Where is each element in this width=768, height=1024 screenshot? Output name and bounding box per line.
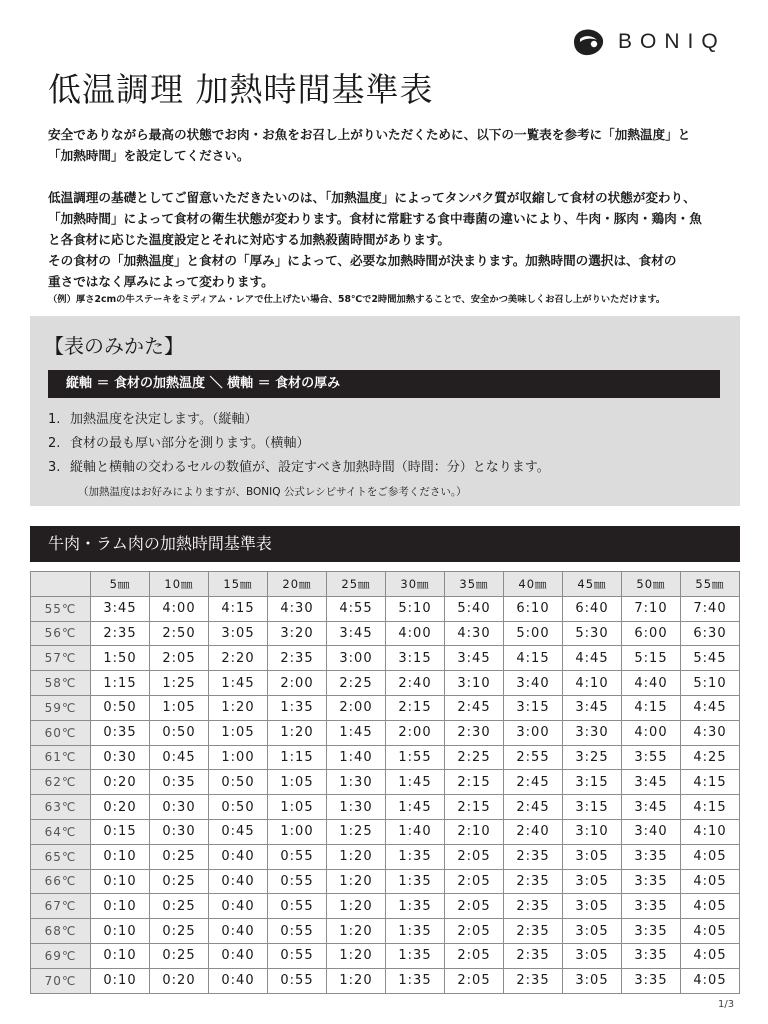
step-item: 2. 食材の最も厚い部分を測ります。（横軸） — [48, 436, 310, 451]
time-cell: 0:50 — [91, 695, 150, 720]
time-cell: 3:35 — [622, 894, 681, 919]
time-cell: 0:30 — [91, 745, 150, 770]
time-cell: 0:25 — [150, 869, 209, 894]
time-cell: 3:45 — [622, 770, 681, 795]
time-cell: 5:15 — [622, 646, 681, 671]
time-cell: 3:15 — [386, 646, 445, 671]
time-cell: 2:45 — [504, 795, 563, 820]
time-cell: 2:35 — [504, 943, 563, 968]
time-cell: 2:15 — [386, 695, 445, 720]
time-cell: 0:30 — [150, 795, 209, 820]
row-header-temperature: 55℃ — [31, 596, 91, 621]
row-header-temperature: 64℃ — [31, 819, 91, 844]
time-cell: 0:15 — [91, 819, 150, 844]
table-section-title: 牛肉・ラム肉の加熱時間基準表 — [30, 526, 740, 562]
time-cell: 0:40 — [209, 919, 268, 944]
row-header-temperature: 65℃ — [31, 844, 91, 869]
table-row — [31, 695, 740, 720]
row-header-temperature: 60℃ — [31, 720, 91, 745]
time-cell: 3:30 — [563, 720, 622, 745]
time-cell: 0:40 — [209, 844, 268, 869]
time-cell: 4:10 — [681, 819, 740, 844]
table-row — [31, 894, 740, 919]
time-cell: 1:50 — [91, 646, 150, 671]
time-cell: 0:45 — [150, 745, 209, 770]
time-cell: 5:00 — [504, 621, 563, 646]
time-cell: 2:35 — [504, 869, 563, 894]
table-row — [31, 844, 740, 869]
time-cell: 4:05 — [681, 943, 740, 968]
time-cell: 4:45 — [681, 695, 740, 720]
time-cell: 4:15 — [681, 795, 740, 820]
column-header-thickness: 5㎜ — [91, 572, 150, 597]
time-cell: 3:45 — [327, 621, 386, 646]
row-header-temperature: 59℃ — [31, 695, 91, 720]
intro-line: 安全でありながら最高の状態でお肉・お魚をお召し上がりいただくために、以下の一覧表を参考に「加熱温度」と — [48, 127, 691, 142]
time-cell: 3:55 — [622, 745, 681, 770]
table-row — [31, 869, 740, 894]
time-cell: 4:05 — [681, 869, 740, 894]
time-cell: 3:20 — [268, 621, 327, 646]
time-cell: 1:20 — [327, 844, 386, 869]
time-cell: 0:50 — [209, 770, 268, 795]
time-cell: 3:35 — [622, 844, 681, 869]
brand-logo — [570, 26, 726, 58]
time-cell: 2:00 — [386, 720, 445, 745]
column-header-thickness: 55㎜ — [681, 572, 740, 597]
table-row — [31, 943, 740, 968]
time-cell: 2:20 — [209, 646, 268, 671]
time-cell: 2:50 — [150, 621, 209, 646]
time-cell: 1:35 — [386, 943, 445, 968]
intro-line: 重さではなく厚みによって変わります。 — [48, 274, 274, 289]
time-cell: 1:35 — [268, 695, 327, 720]
time-cell: 4:05 — [681, 894, 740, 919]
page-number: 1/3 — [718, 999, 735, 1010]
time-cell: 0:10 — [91, 869, 150, 894]
time-cell: 2:25 — [445, 745, 504, 770]
time-cell: 0:35 — [150, 770, 209, 795]
time-cell: 4:00 — [150, 596, 209, 621]
time-cell: 0:55 — [268, 919, 327, 944]
time-cell: 4:30 — [268, 596, 327, 621]
time-cell: 1:30 — [327, 795, 386, 820]
time-cell: 1:30 — [327, 770, 386, 795]
row-header-temperature: 70℃ — [31, 968, 91, 993]
time-cell: 0:10 — [91, 943, 150, 968]
time-cell: 1:15 — [268, 745, 327, 770]
time-cell: 4:40 — [622, 671, 681, 696]
time-cell: 2:05 — [445, 919, 504, 944]
time-cell: 1:05 — [268, 795, 327, 820]
time-cell: 5:10 — [386, 596, 445, 621]
time-cell: 2:35 — [504, 919, 563, 944]
time-cell: 0:20 — [91, 770, 150, 795]
time-cell: 4:45 — [563, 646, 622, 671]
time-cell: 3:45 — [445, 646, 504, 671]
time-cell: 0:10 — [91, 894, 150, 919]
time-cell: 3:35 — [622, 968, 681, 993]
time-cell: 0:25 — [150, 919, 209, 944]
time-cell: 3:05 — [563, 919, 622, 944]
intro-line: と各食材に応じた温度設定とそれに対応する加熱殺菌時間があります。 — [48, 232, 450, 247]
time-cell: 0:25 — [150, 894, 209, 919]
how-to-steps — [48, 408, 550, 498]
cooking-time-table — [30, 571, 740, 994]
time-cell: 0:10 — [91, 968, 150, 993]
table-row — [31, 795, 740, 820]
time-cell: 2:15 — [445, 795, 504, 820]
time-cell: 1:35 — [386, 844, 445, 869]
time-cell: 4:05 — [681, 968, 740, 993]
time-cell: 7:40 — [681, 596, 740, 621]
time-cell: 0:25 — [150, 943, 209, 968]
time-cell: 2:05 — [445, 869, 504, 894]
table-row — [31, 621, 740, 646]
time-cell: 2:15 — [445, 770, 504, 795]
time-cell: 2:05 — [445, 943, 504, 968]
table-row — [31, 745, 740, 770]
axis-legend-bar: 縦軸 ＝ 食材の加熱温度 ＼ 横軸 ＝ 食材の厚み — [48, 370, 720, 398]
time-cell: 3:10 — [563, 819, 622, 844]
time-cell: 0:35 — [91, 720, 150, 745]
time-cell: 1:20 — [327, 943, 386, 968]
time-cell: 1:35 — [386, 869, 445, 894]
time-cell: 1:20 — [268, 720, 327, 745]
time-cell: 2:35 — [504, 894, 563, 919]
column-header-thickness: 40㎜ — [504, 572, 563, 597]
time-cell: 4:25 — [681, 745, 740, 770]
time-cell: 2:00 — [268, 671, 327, 696]
time-cell: 6:10 — [504, 596, 563, 621]
time-cell: 0:45 — [209, 819, 268, 844]
table-row — [31, 671, 740, 696]
time-cell: 3:00 — [327, 646, 386, 671]
column-header-thickness: 20㎜ — [268, 572, 327, 597]
time-cell: 2:05 — [445, 894, 504, 919]
time-cell: 4:00 — [622, 720, 681, 745]
row-header-temperature: 61℃ — [31, 745, 91, 770]
time-cell: 5:10 — [681, 671, 740, 696]
time-cell: 5:45 — [681, 646, 740, 671]
time-cell: 0:20 — [91, 795, 150, 820]
row-header-temperature: 58℃ — [31, 671, 91, 696]
time-cell: 5:30 — [563, 621, 622, 646]
time-cell: 0:40 — [209, 894, 268, 919]
time-cell: 3:45 — [563, 695, 622, 720]
time-cell: 3:15 — [563, 770, 622, 795]
intro-text — [48, 124, 728, 308]
time-cell: 1:20 — [327, 919, 386, 944]
time-cell: 4:10 — [563, 671, 622, 696]
time-cell: 1:05 — [150, 695, 209, 720]
column-header-thickness: 25㎜ — [327, 572, 386, 597]
example-note: （例）厚さ2cmの牛ステーキをミディアム・レアで仕上げたい場合、58℃で2時間加熱することで、安全かつ美味しくお召し上がりいただけます。 — [48, 294, 666, 305]
time-cell: 3:15 — [504, 695, 563, 720]
time-cell: 0:10 — [91, 844, 150, 869]
time-cell: 3:40 — [504, 671, 563, 696]
how-to-read-panel — [30, 316, 740, 506]
time-cell: 2:45 — [504, 770, 563, 795]
time-cell: 4:15 — [504, 646, 563, 671]
row-header-temperature: 67℃ — [31, 894, 91, 919]
column-header-thickness: 30㎜ — [386, 572, 445, 597]
time-cell: 1:00 — [268, 819, 327, 844]
table-row — [31, 919, 740, 944]
row-header-temperature: 66℃ — [31, 869, 91, 894]
time-cell: 0:25 — [150, 844, 209, 869]
time-cell: 1:20 — [327, 894, 386, 919]
time-cell: 4:15 — [209, 596, 268, 621]
time-cell: 3:00 — [504, 720, 563, 745]
time-cell: 4:15 — [622, 695, 681, 720]
column-header-thickness: 10㎜ — [150, 572, 209, 597]
time-cell: 1:20 — [327, 869, 386, 894]
time-cell: 4:30 — [681, 720, 740, 745]
intro-line: 「加熱時間」によって食材の衛生状態が変わります。食材に常駐する食中毒菌の違いにより、牛肉・豚肉・鶏肉・魚 — [48, 211, 702, 226]
time-cell: 1:05 — [209, 720, 268, 745]
time-cell: 3:45 — [91, 596, 150, 621]
intro-line: 「加熱時間」を設定してください。 — [48, 148, 250, 163]
time-cell: 3:35 — [622, 919, 681, 944]
row-header-temperature: 69℃ — [31, 943, 91, 968]
time-cell: 2:05 — [445, 968, 504, 993]
time-cell: 4:30 — [445, 621, 504, 646]
column-header-thickness: 50㎜ — [622, 572, 681, 597]
time-cell: 4:15 — [681, 770, 740, 795]
time-cell: 1:45 — [386, 770, 445, 795]
time-cell: 0:40 — [209, 869, 268, 894]
table-row — [31, 596, 740, 621]
time-cell: 0:55 — [268, 943, 327, 968]
time-cell: 0:30 — [150, 819, 209, 844]
time-cell: 4:55 — [327, 596, 386, 621]
step-item: 1. 加熱温度を決定します。（縦軸） — [48, 412, 258, 427]
time-cell: 0:50 — [150, 720, 209, 745]
time-cell: 2:40 — [504, 819, 563, 844]
time-cell: 1:25 — [327, 819, 386, 844]
step-item: 3. 縦軸と横軸の交わるセルの数値が、設定すべき加熱時間（時間：分）となります。 — [48, 460, 550, 475]
time-cell: 0:50 — [209, 795, 268, 820]
page-title: 低温調理 加熱時間基準表 — [48, 70, 434, 109]
time-cell: 0:55 — [268, 968, 327, 993]
table-row — [31, 819, 740, 844]
time-cell: 1:15 — [91, 671, 150, 696]
time-cell: 1:45 — [327, 720, 386, 745]
time-cell: 3:45 — [622, 795, 681, 820]
time-cell: 3:05 — [563, 943, 622, 968]
time-cell: 3:05 — [563, 844, 622, 869]
row-header-temperature: 56℃ — [31, 621, 91, 646]
time-cell: 6:30 — [681, 621, 740, 646]
step-note: （加熱温度はお好みによりますが、BONIQ 公式レシピサイトをご参考ください。） — [78, 486, 467, 498]
time-cell: 1:20 — [327, 968, 386, 993]
table-header-row — [31, 572, 740, 597]
time-cell: 0:55 — [268, 894, 327, 919]
time-cell: 6:00 — [622, 621, 681, 646]
time-cell: 3:10 — [445, 671, 504, 696]
time-cell: 1:25 — [150, 671, 209, 696]
time-cell: 2:45 — [445, 695, 504, 720]
time-cell: 7:10 — [622, 596, 681, 621]
row-header-temperature: 62℃ — [31, 770, 91, 795]
time-cell: 0:40 — [209, 943, 268, 968]
intro-line: その食材の「加熱温度」と食材の「厚み」によって、必要な加熱時間が決まります。加熱時間の選択は、食材の — [48, 253, 677, 268]
time-cell: 1:40 — [386, 819, 445, 844]
how-to-read-title: 【表のみかた】 — [44, 334, 184, 358]
column-header-thickness: 15㎜ — [209, 572, 268, 597]
time-cell: 2:05 — [445, 844, 504, 869]
time-cell: 0:40 — [209, 968, 268, 993]
boniq-logo-icon — [570, 26, 608, 58]
time-cell: 4:00 — [386, 621, 445, 646]
intro-line: 低温調理の基礎としてご留意いただきたいのは、「加熱温度」によってタンパク質が収縮して食材の状態が変わり、 — [48, 190, 696, 205]
time-cell: 0:55 — [268, 844, 327, 869]
time-cell: 2:30 — [445, 720, 504, 745]
time-cell: 1:35 — [386, 968, 445, 993]
time-cell: 0:55 — [268, 869, 327, 894]
row-header-temperature: 63℃ — [31, 795, 91, 820]
time-cell: 1:05 — [268, 770, 327, 795]
time-cell: 4:05 — [681, 844, 740, 869]
time-cell: 0:10 — [91, 919, 150, 944]
time-cell: 1:35 — [386, 919, 445, 944]
time-cell: 3:35 — [622, 943, 681, 968]
time-cell: 3:25 — [563, 745, 622, 770]
time-cell: 5:40 — [445, 596, 504, 621]
time-cell: 1:20 — [209, 695, 268, 720]
time-cell: 6:40 — [563, 596, 622, 621]
time-cell: 2:05 — [150, 646, 209, 671]
table-row — [31, 646, 740, 671]
table-body — [31, 596, 740, 993]
time-cell: 2:35 — [268, 646, 327, 671]
time-cell: 2:55 — [504, 745, 563, 770]
column-header-thickness: 35㎜ — [445, 572, 504, 597]
time-cell: 1:35 — [386, 894, 445, 919]
time-cell: 4:05 — [681, 919, 740, 944]
time-cell: 2:00 — [327, 695, 386, 720]
column-header-thickness: 45㎜ — [563, 572, 622, 597]
table-row — [31, 720, 740, 745]
table-row — [31, 968, 740, 993]
time-cell: 1:45 — [209, 671, 268, 696]
row-header-temperature: 68℃ — [31, 919, 91, 944]
time-cell: 3:15 — [563, 795, 622, 820]
table-row — [31, 770, 740, 795]
time-cell: 3:05 — [209, 621, 268, 646]
table-corner-cell — [31, 572, 91, 597]
time-cell: 2:25 — [327, 671, 386, 696]
time-cell: 3:40 — [622, 819, 681, 844]
time-cell: 3:05 — [563, 869, 622, 894]
time-cell: 2:40 — [386, 671, 445, 696]
time-cell: 1:45 — [386, 795, 445, 820]
time-cell: 0:20 — [150, 968, 209, 993]
time-cell: 2:10 — [445, 819, 504, 844]
brand-logo-text: BONIQ — [618, 30, 726, 53]
time-cell: 1:40 — [327, 745, 386, 770]
row-header-temperature: 57℃ — [31, 646, 91, 671]
time-cell: 3:05 — [563, 968, 622, 993]
time-cell: 2:35 — [504, 968, 563, 993]
time-cell: 1:55 — [386, 745, 445, 770]
time-cell: 2:35 — [504, 844, 563, 869]
time-cell: 2:35 — [91, 621, 150, 646]
time-cell: 3:05 — [563, 894, 622, 919]
time-cell: 3:35 — [622, 869, 681, 894]
time-cell: 1:00 — [209, 745, 268, 770]
